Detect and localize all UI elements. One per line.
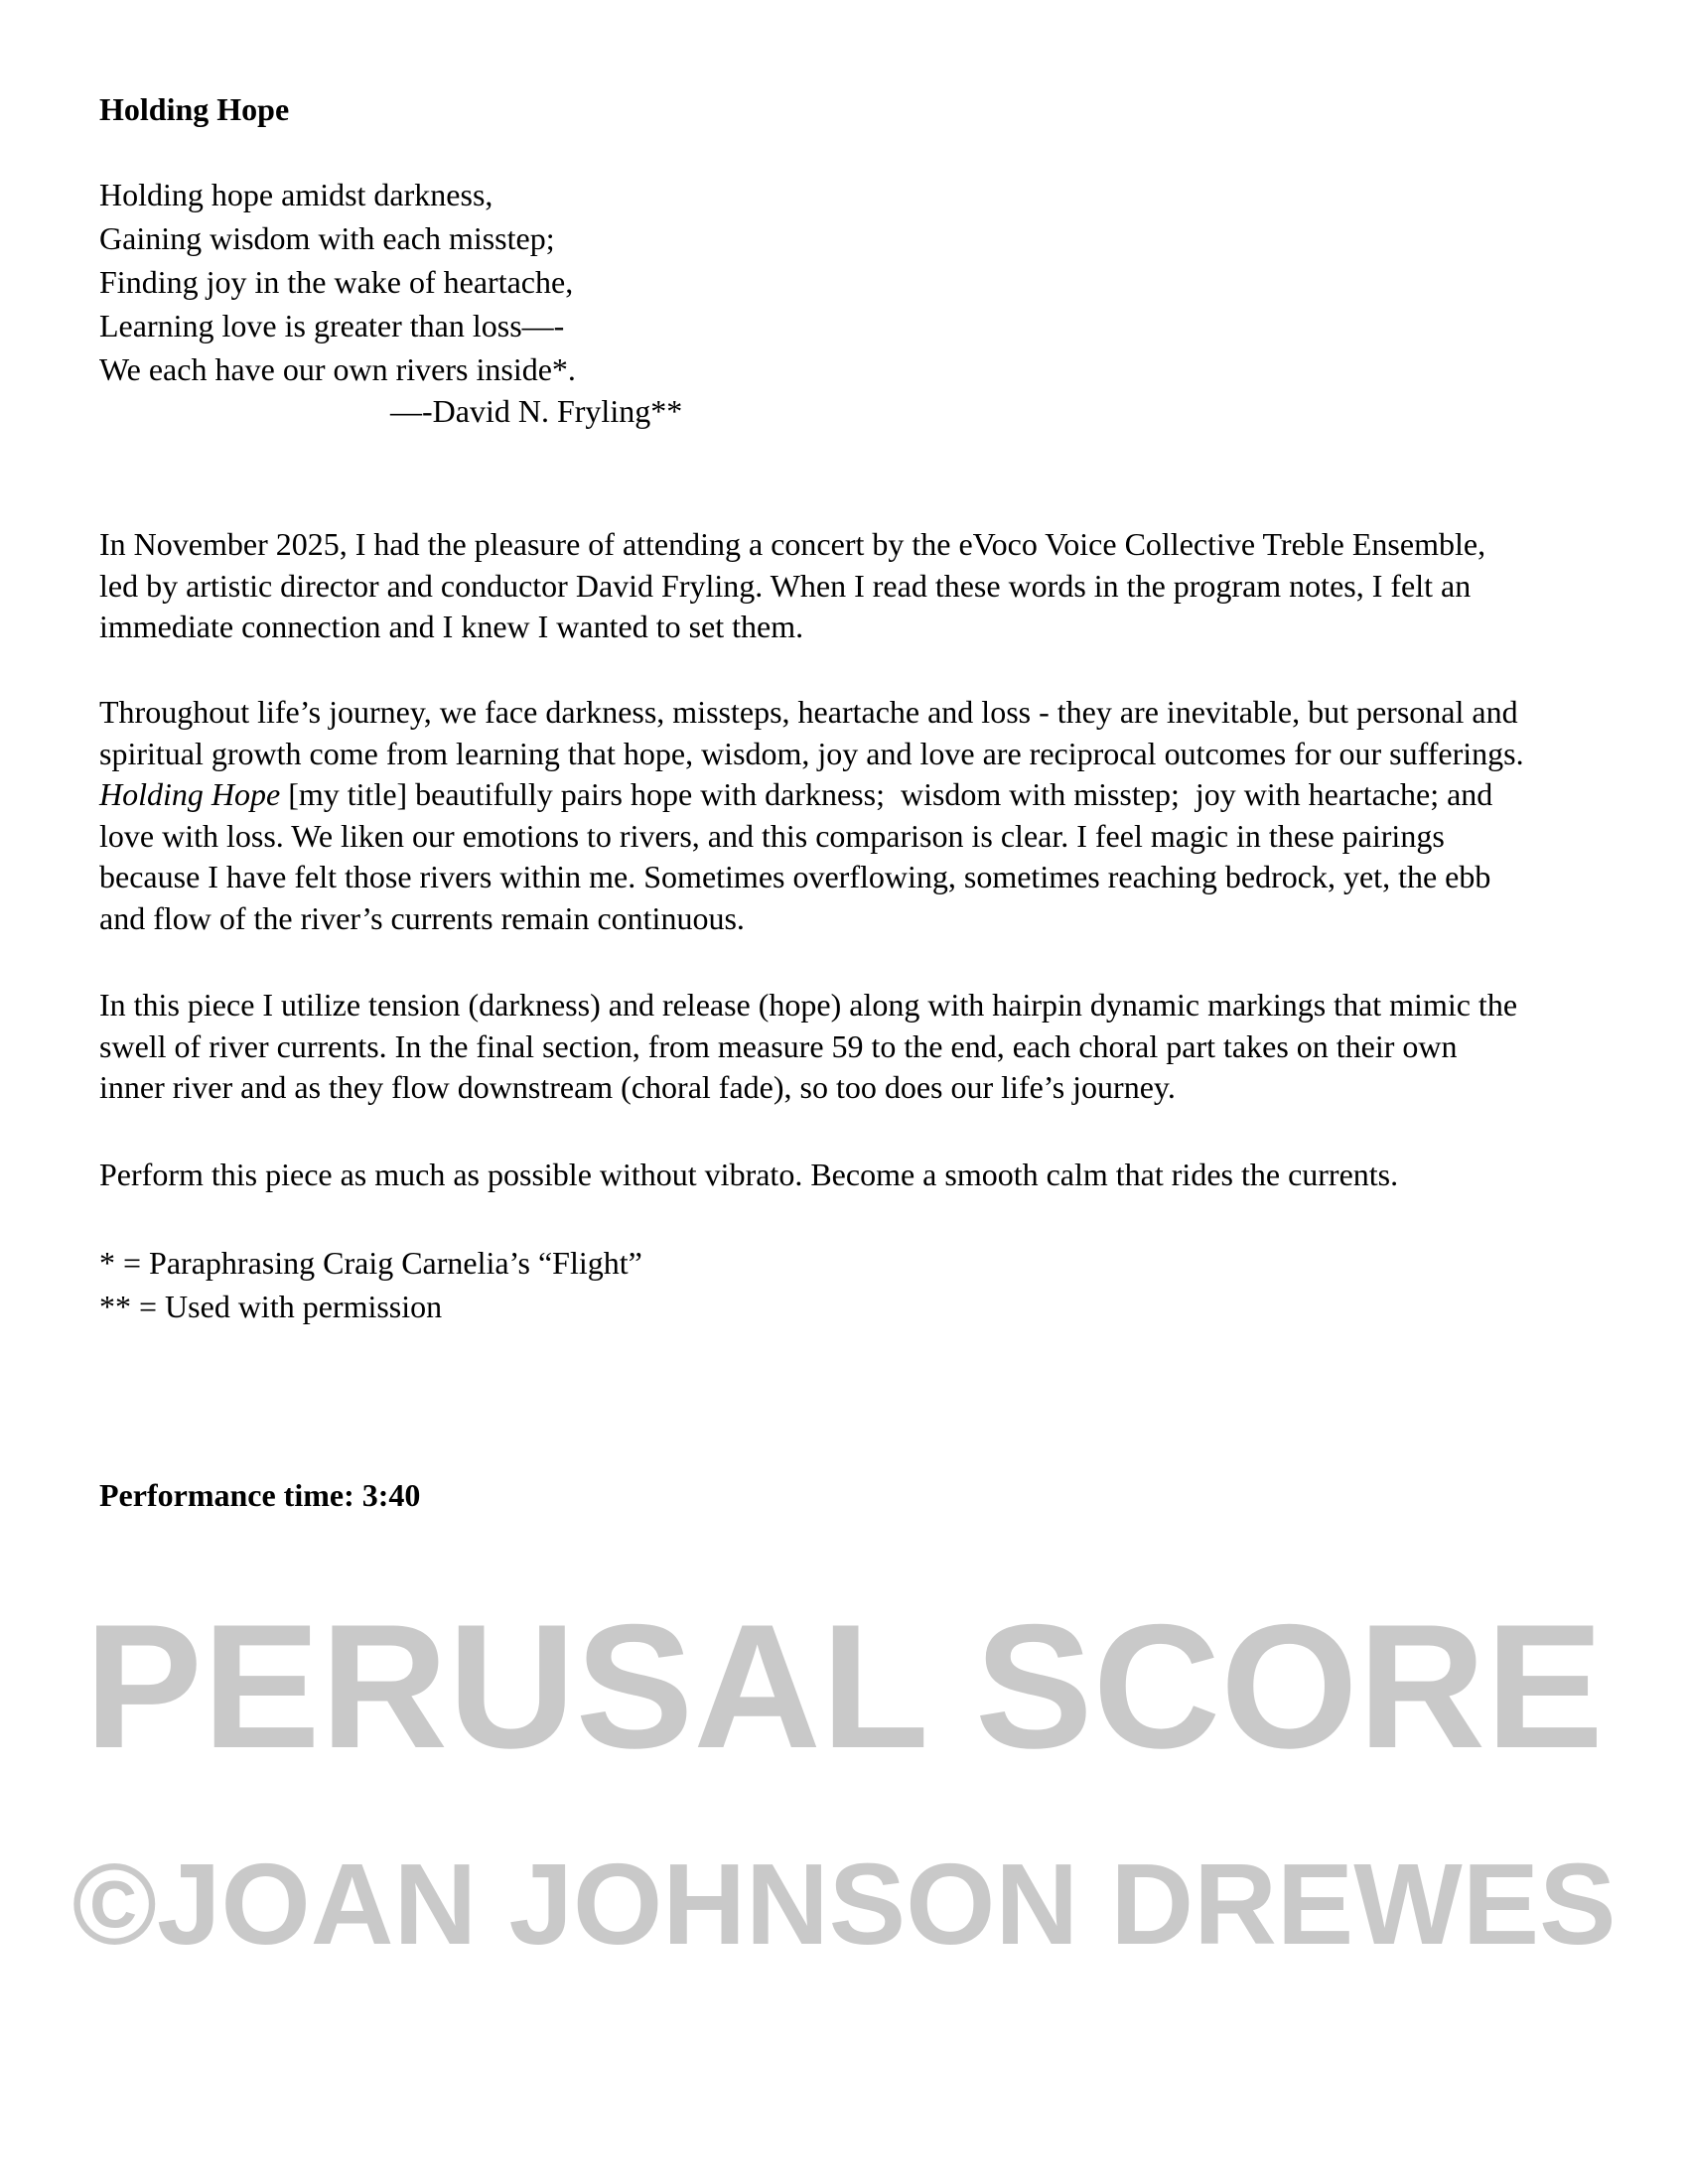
italic-title: Holding Hope — [99, 776, 281, 813]
paragraph-line: led by artistic director and conductor David Fryling. When I read these words in the program notes, I felt an — [99, 567, 1472, 604]
paragraph-text: [my title] beautifully pairs hope with darkness; wisdom with misstep; joy with heartache; and — [280, 776, 1493, 813]
poem-line: Gaining wisdom with each misstep; — [99, 220, 555, 256]
paragraph-line: Throughout life’s journey, we face darkness, missteps, heartache and loss - they are inevitable, but personal and — [99, 694, 1518, 730]
watermark-perusal-score: PERUSAL SCORE — [84, 1587, 1604, 1785]
paragraph-line: In this piece I utilize tension (darkness) and release (hope) along with hairpin dynamic markings that mimic the — [99, 987, 1518, 1023]
paragraph-line: inner river and as they flow downstream (choral fade), so too does our life’s journey. — [99, 1069, 1176, 1106]
poem-line: Finding joy in the wake of heartache, — [99, 264, 574, 300]
performance-time: Performance time: 3:40 — [99, 1477, 421, 1513]
poem — [99, 173, 576, 391]
watermark-copyright: ©JOAN JOHNSON DREWES — [71, 1840, 1617, 1969]
poem-line: Learning love is greater than loss—- — [99, 308, 565, 343]
poem-attribution: —-David N. Fryling** — [390, 393, 683, 429]
paragraph-technique — [99, 985, 1517, 1109]
paragraph-line — [99, 774, 1524, 816]
paragraph-intro — [99, 524, 1485, 648]
footnotes — [99, 1241, 642, 1328]
paragraph-line: immediate connection and I knew I wanted to set them. — [99, 609, 804, 645]
poem-line: We each have our own rivers inside*. — [99, 351, 576, 387]
paragraph-performance-note: Perform this piece as much as possible without vibrato. Become a smooth calm that rides the currents. — [99, 1157, 1399, 1192]
paragraph-line: swell of river currents. In the final section, from measure 59 to the end, each choral part takes on their own — [99, 1027, 1458, 1064]
paragraph-journey — [99, 692, 1524, 940]
paragraph-line: and flow of the river’s currents remain continuous. — [99, 899, 745, 936]
document-title: Holding Hope — [99, 91, 290, 127]
footnote: ** = Used with permission — [99, 1289, 443, 1324]
poem-line: Holding hope amidst darkness, — [99, 177, 493, 212]
paragraph-line: In November 2025, I had the pleasure of attending a concert by the eVoco Voice Collective Treble Ensemble, — [99, 526, 1486, 562]
paragraph-line: love with loss. We liken our emotions to rivers, and this comparison is clear. I feel magic in these pairings — [99, 817, 1445, 854]
paragraph-line: because I have felt those rivers within me. Sometimes overflowing, sometimes reaching bedrock, yet, the ebb — [99, 859, 1491, 895]
paragraph-line: spiritual growth come from learning that hope, wisdom, joy and love are reciprocal outcomes for our sufferings. — [99, 735, 1524, 771]
footnote: * = Paraphrasing Craig Carnelia’s “Flight” — [99, 1245, 642, 1281]
